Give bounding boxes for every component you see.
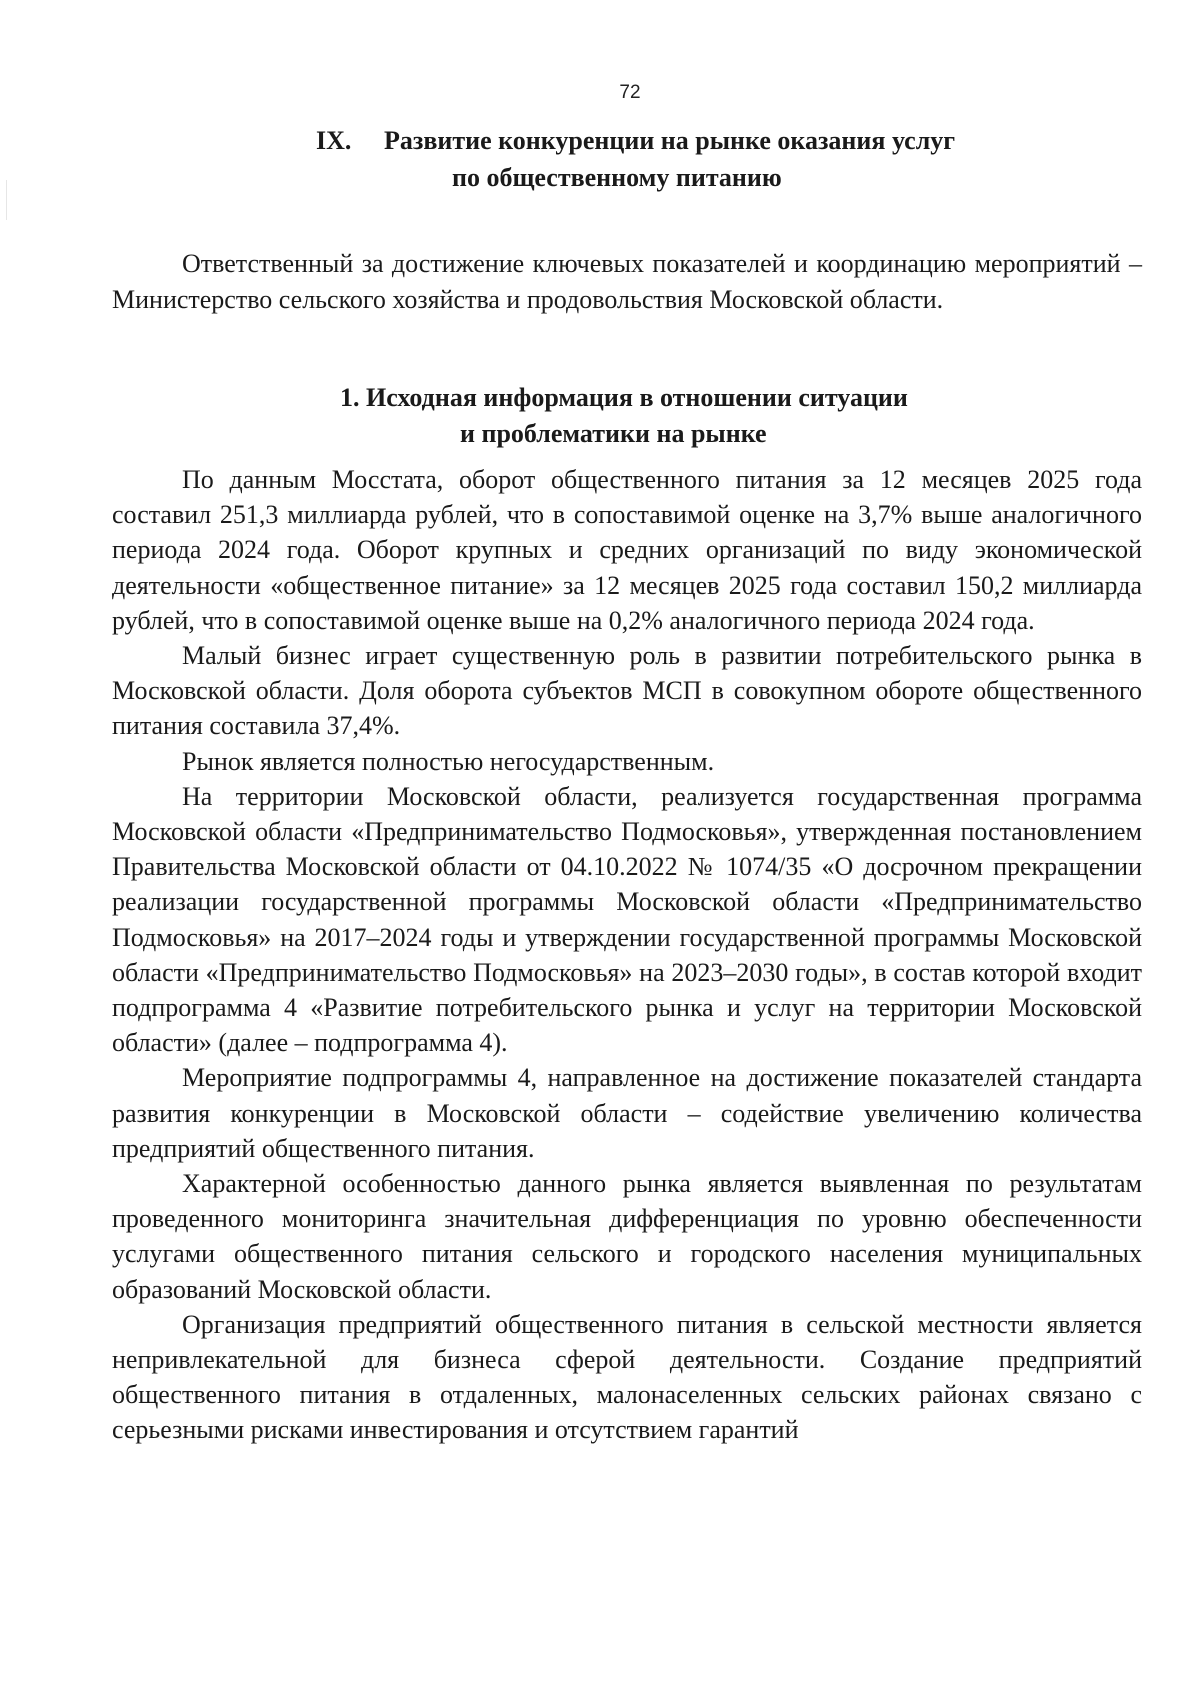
body-text <box>112 462 1142 1448</box>
paragraph: На территории Московской области, реализуется государственная программа Московской области «Предпринимательство Подмосковья», утвержденная постановлением Правительства Московской области от 04.10.2022 № 1074/35 «О досрочном прекращении реализации государственной программы Московской области «Предпринимательство Подмосковья» на 2017–2024 годы и утверждении государственной программы Московской области «Предпринимательство Подмосковья» на 2023–2030 годы», в состав которой входит подпрограмма 4 «Развитие потребительского рынка и услуг на территории Московской области» (далее – подпрограмма 4). <box>112 781 1142 1058</box>
subsection-title-line1: 1. Исходная информация в отношении ситуации <box>340 383 908 412</box>
responsible-paragraph: Ответственный за достижение ключевых показателей и координацию мероприятий – Министерство сельского хозяйства и продовольствия Московской области. <box>112 249 1142 314</box>
paragraph: Мероприятие подпрограммы 4, направленное на достижение показателей стандарта развития конкуренции в Московской области – содействие увеличению количества предприятий общественного питания. <box>112 1063 1142 1163</box>
section-heading <box>300 122 1020 196</box>
page-number: 72 <box>619 82 641 103</box>
subsection-heading <box>340 380 1060 452</box>
paragraph: По данным Мосстата, оборот общественного питания за 12 месяцев 2025 года составил 251,3 миллиарда рублей, что в сопоставимой оценке на 3,7% выше аналогичного периода 2024 года. Оборот крупных и средних организаций по виду экономической деятельности «общественное питание» за 12 месяцев 2025 года составил 150,2 миллиарда рублей, что в сопоставимой оценке выше на 0,2% аналогичного периода 2024 года. <box>112 465 1142 635</box>
subsection-title-line2: и проблематики на рынке <box>460 419 767 448</box>
section-title-line2: по общественному питанию <box>452 163 782 192</box>
paragraph: Малый бизнес играет существенную роль в развитии потребительского рынка в Московской области. Доля оборота субъектов МСП в совокупном обороте общественного питания составила 37,4%. <box>112 641 1142 741</box>
paragraph: Характерной особенностью данного рынка является выявленная по результатам проведенного мониторинга значительная дифференциация по уровню обеспеченности услугами общественного питания сельского и городского населения муниципальных образований Московской области. <box>112 1169 1142 1304</box>
section-numeral: IX. <box>316 126 352 155</box>
paragraph: Рынок является полностью негосударственным. <box>182 746 715 776</box>
paragraph: Организация предприятий общественного питания в сельской местности является непривлекательной для бизнеса сферой деятельности. Создание предприятий общественного питания в отдаленных, малонаселенных сельских районах связано с серьезными рисками инвестирования и отсутствием гарантий <box>112 1309 1142 1445</box>
section-heading-line1 <box>300 122 1020 159</box>
scan-edge-mark <box>6 180 7 220</box>
section-title-line1: Развитие конкуренции на рынке оказания услуг <box>384 126 956 155</box>
